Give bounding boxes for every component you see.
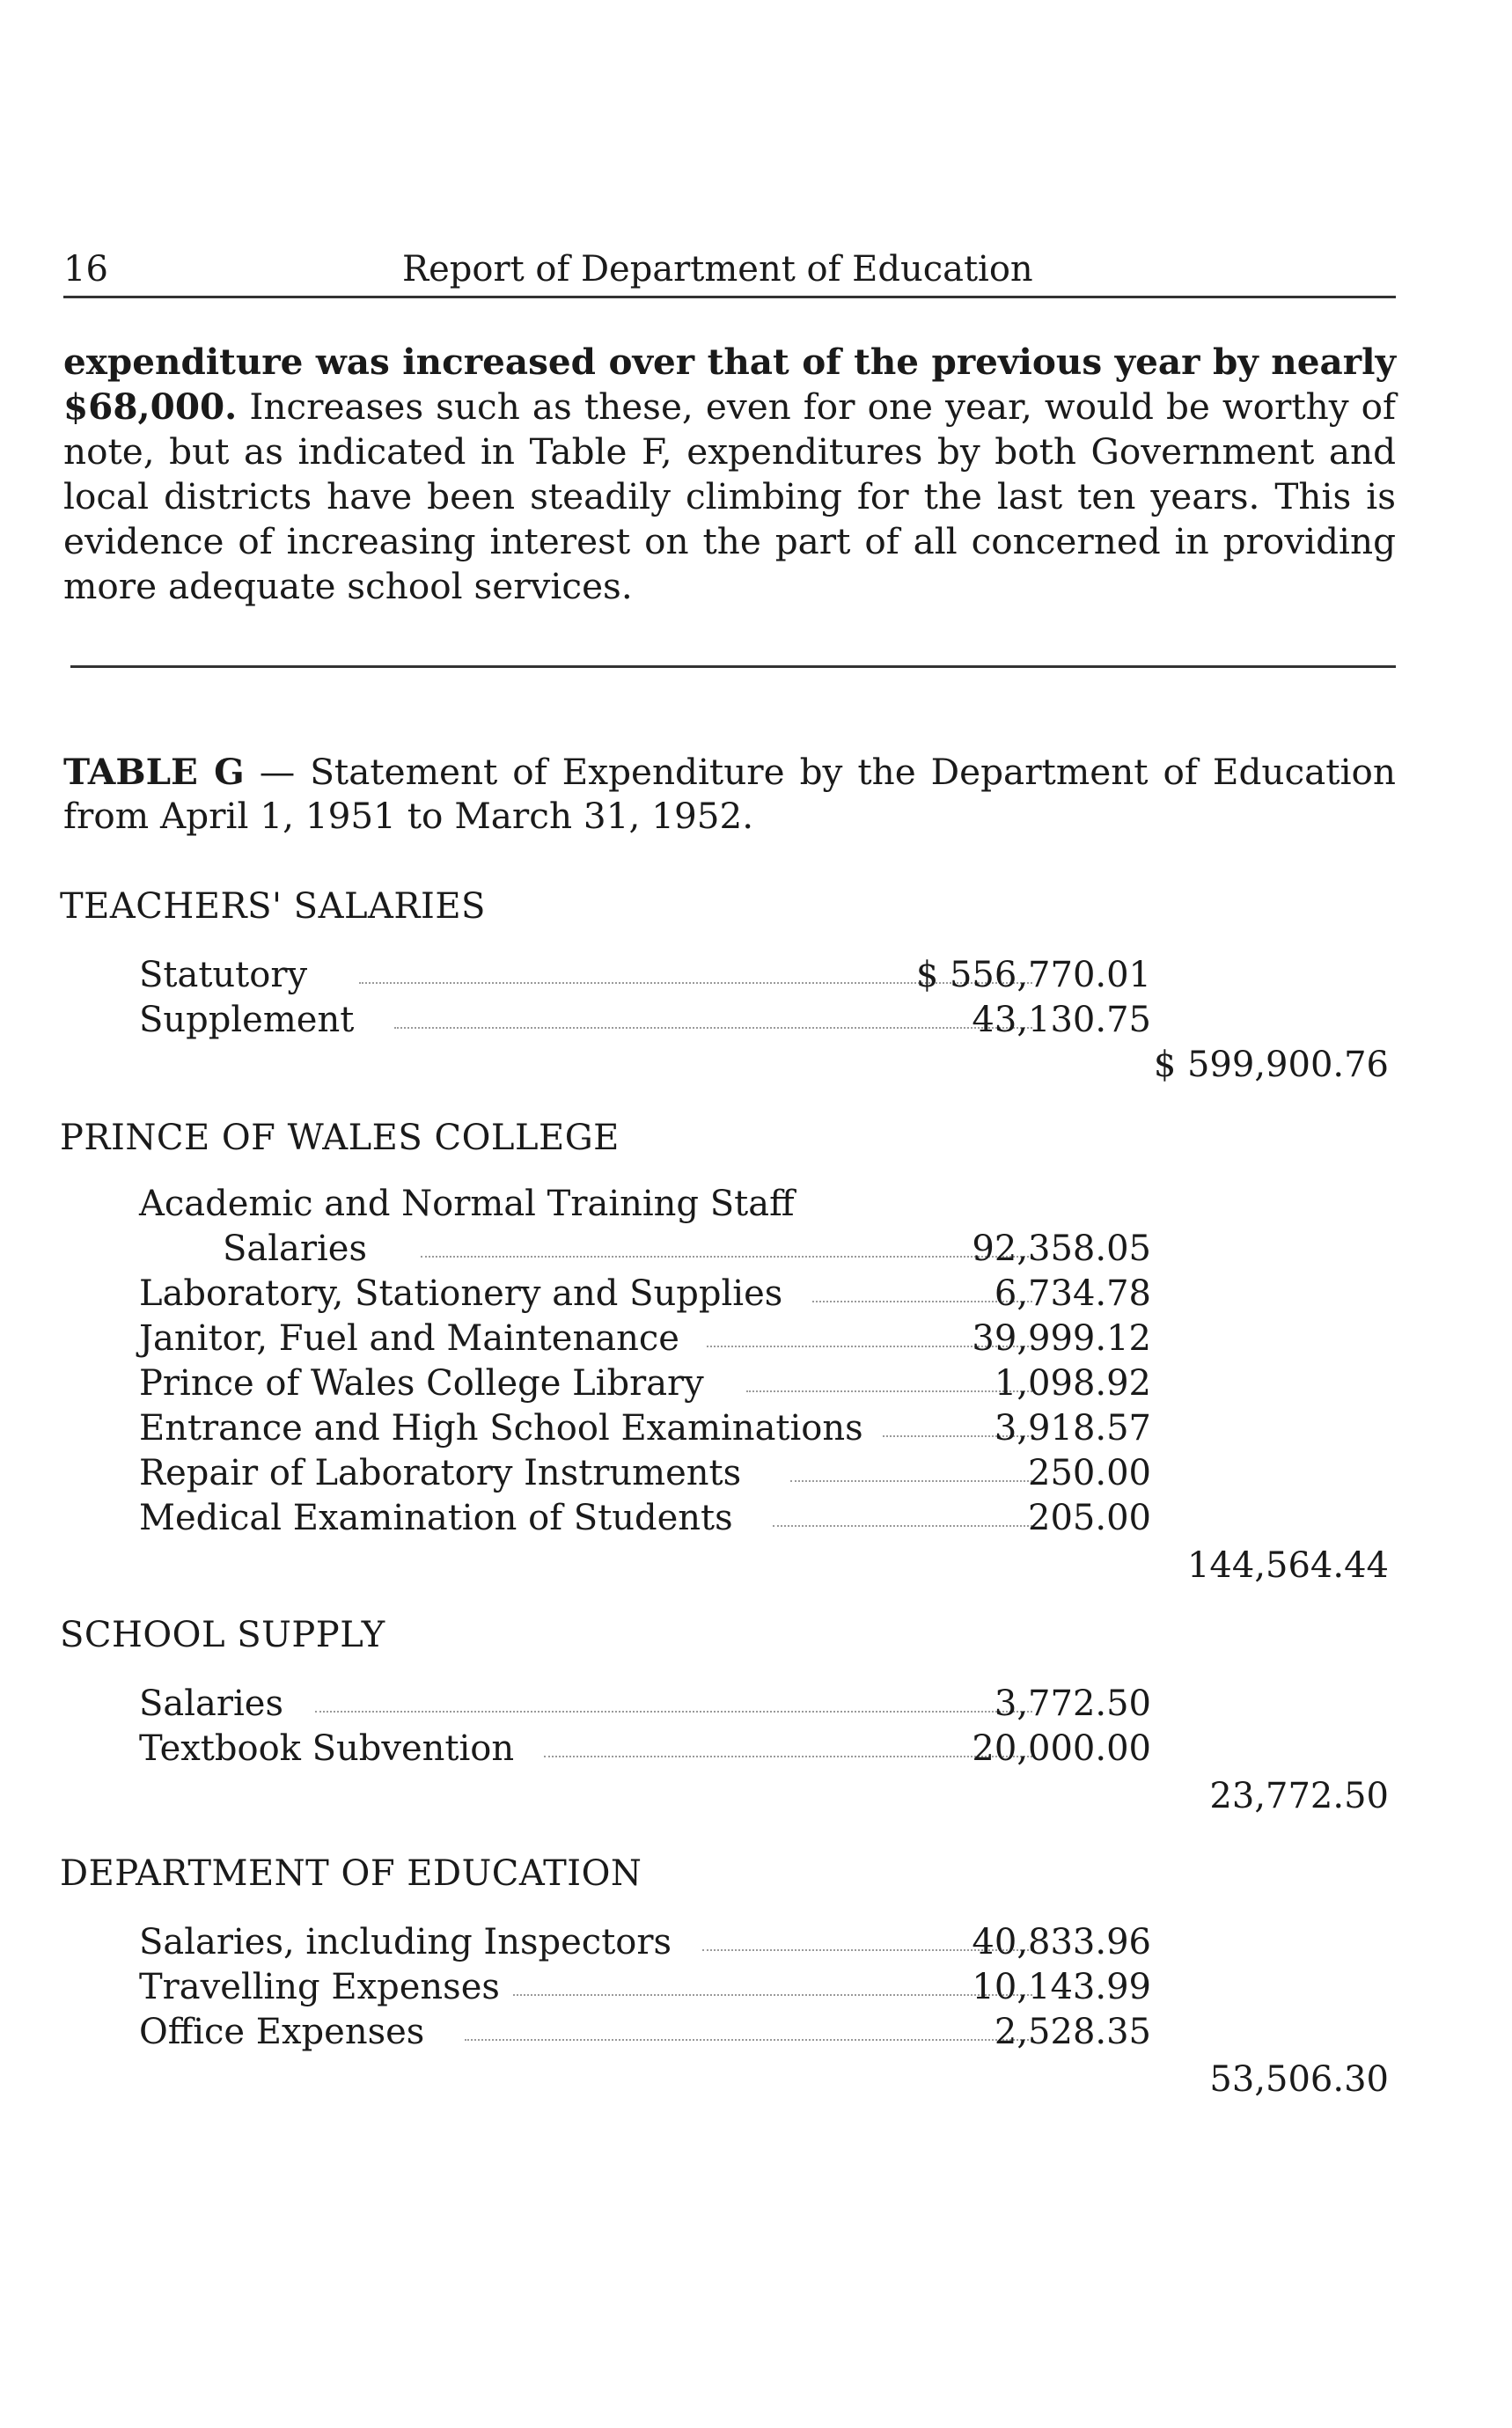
- table-caption-text: Statement of Expenditure by the Department of Education from April 1, 1951 to March 31, 1952.: [63, 751, 1396, 837]
- table-caption-dash: —: [244, 751, 311, 793]
- table-row: [139, 1496, 1151, 1541]
- table-row: [139, 998, 1151, 1043]
- item-label: Repair of Laboratory Instruments: [139, 1453, 742, 1493]
- section-total: 53,506.30: [1209, 2059, 1389, 2100]
- item-label: Laboratory, Stationery and Supplies: [139, 1273, 783, 1314]
- item-amount: 205.00: [1028, 1498, 1151, 1538]
- item-label: Salaries: [139, 1683, 284, 1724]
- intro-text: Increases such as these, even for one year, would be worthy of note, but as indicated in Table F, expenditures by both Government and local districts have been steadily climbing for the last ten years. This is evidence of increasing interest on the part of all concerned in providing more adequate school services.: [63, 385, 1397, 607]
- section-heading: SCHOOL SUPPLY: [60, 1615, 385, 1655]
- table-row: [139, 1272, 1151, 1317]
- item-amount: 10,143.99: [972, 1967, 1151, 2007]
- item-label: Supplement: [139, 1000, 355, 1040]
- item-label: Janitor, Fuel and Maintenance: [139, 1318, 679, 1359]
- table-row: [139, 1965, 1151, 2010]
- table-row: [139, 1406, 1151, 1451]
- table-row: [139, 1227, 1151, 1272]
- item-amount: 6,734.78: [994, 1273, 1151, 1314]
- section-heading: DEPARTMENT OF EDUCATION: [60, 1853, 642, 1894]
- item-label: Textbook Subvention: [139, 1728, 515, 1769]
- item-amount: 250.00: [1028, 1453, 1151, 1493]
- section-total: 144,564.44: [1186, 1545, 1389, 1586]
- dot-leader: [394, 1027, 1032, 1029]
- table-caption: [63, 750, 1396, 838]
- dot-leader: [544, 1756, 1032, 1757]
- table-row: [139, 1317, 1151, 1361]
- item-amount: 3,918.57: [994, 1408, 1151, 1449]
- item-amount: 92,358.05: [972, 1229, 1151, 1269]
- item-amount: 1,098.92: [994, 1363, 1151, 1404]
- section-total: 23,772.50: [1209, 1776, 1389, 1816]
- table-row: [139, 1727, 1151, 1771]
- intro-bold-lead: expenditure was increased over that of the previous year by nearly $68,000.: [63, 341, 1396, 428]
- section-heading: TEACHERS' SALARIES: [60, 886, 486, 927]
- item-label: Entrance and High School Examinations: [139, 1408, 863, 1449]
- item-amount: 43,130.75: [972, 1000, 1151, 1040]
- item-label: Salaries: [223, 1229, 368, 1269]
- table-row: [139, 1682, 1151, 1727]
- dot-leader: [315, 1711, 1032, 1713]
- table-row: [139, 953, 1151, 998]
- item-label: Travelling Expenses: [139, 1967, 500, 2007]
- table-row: [139, 1361, 1151, 1406]
- table-label: TABLE G: [63, 751, 245, 793]
- item-amount: 3,772.50: [994, 1683, 1151, 1724]
- item-amount: 20,000.00: [972, 1728, 1151, 1769]
- dot-leader: [465, 2039, 1032, 2041]
- item-label: Office Expenses: [139, 2012, 425, 2052]
- item-label: Statutory: [139, 955, 308, 995]
- dot-leader: [421, 1256, 1032, 1258]
- intro-paragraph: [63, 340, 1396, 609]
- section-heading: PRINCE OF WALES COLLEGE: [60, 1118, 620, 1158]
- section-total: $ 599,900.76: [1153, 1045, 1389, 1085]
- table-row: [139, 1451, 1151, 1496]
- table-row: [139, 1920, 1151, 1965]
- item-label: Salaries, including Inspectors: [139, 1922, 672, 1962]
- item-amount: $ 556,770.01: [915, 955, 1151, 995]
- item-label: Academic and Normal Training Staff: [139, 1184, 795, 1224]
- section-divider: [70, 665, 1396, 668]
- item-amount: 39,999.12: [972, 1318, 1151, 1359]
- page-number: 16: [63, 249, 108, 290]
- header-rule: [63, 296, 1396, 298]
- item-label: Prince of Wales College Library: [139, 1363, 704, 1404]
- dot-leader: [513, 1994, 1032, 1996]
- item-amount: 2,528.35: [994, 2012, 1151, 2052]
- item-label: Medical Examination of Students: [139, 1498, 733, 1538]
- dot-leader: [790, 1480, 1032, 1482]
- item-amount: 40,833.96: [972, 1922, 1151, 1962]
- table-row: [139, 1182, 1151, 1227]
- page-header: [63, 243, 1396, 296]
- dot-leader: [746, 1390, 1032, 1392]
- dot-leader: [773, 1525, 1032, 1527]
- running-title: Report of Department of Education: [402, 249, 1033, 290]
- table-row: [139, 2010, 1151, 2055]
